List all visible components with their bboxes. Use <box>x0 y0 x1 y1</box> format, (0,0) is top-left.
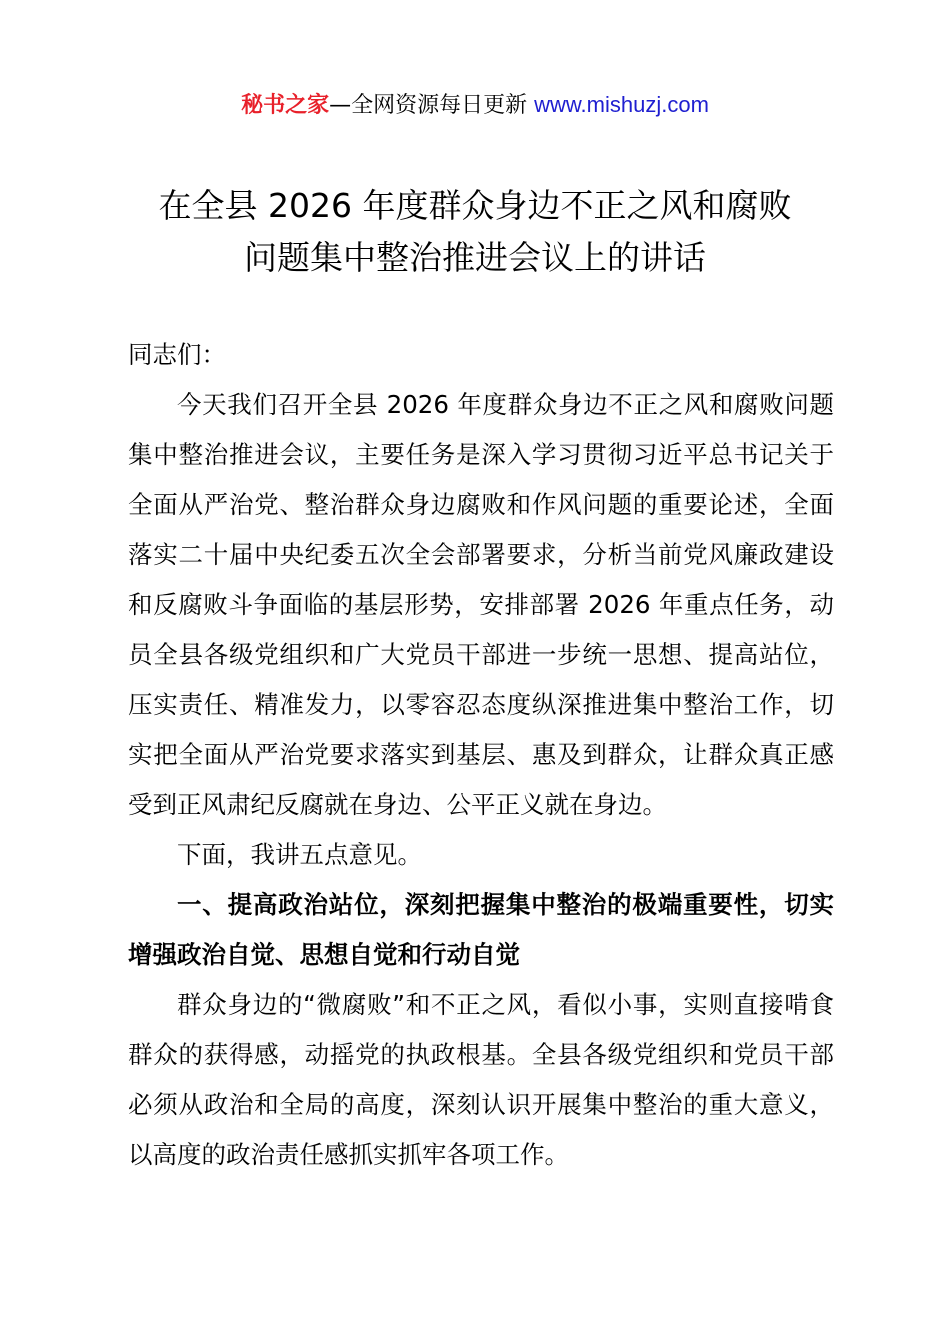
salutation: 同志们： <box>128 340 226 369</box>
paragraph: 群众身边的“微腐败”和不正之风，看似小事，实则直接啃食群众的获得感，动摇党的执政根基。全县各级党组织和党员干部必须从政治和全局的高度，深刻认识开展集中整治的重大意义，以高度的政治责任感抓实抓牢各项工作。 <box>128 990 834 1169</box>
document-title <box>60 180 890 284</box>
title-line-1: 在全县 2026 年度群众身边不正之风和腐败 <box>158 186 792 225</box>
site-url[interactable]: www.mishuzj.com <box>534 92 709 117</box>
paragraph: 下面，我讲五点意见。 <box>177 840 422 869</box>
section-heading: 一、提高政治站位，深刻把握集中整治的极端重要性，切实增强政治自觉、思想自觉和行动自觉 <box>128 890 834 969</box>
header-tagline: —全网资源每日更新 <box>329 93 535 118</box>
site-header <box>0 88 950 123</box>
paragraph: 今天我们召开全县 2026 年度群众身边不正之风和腐败问题集中整治推进会议，主要任务是深入学习贯彻习近平总书记关于全面从严治党、整治群众身边腐败和作风问题的重要论述，全面落实二十届中央纪委五次全会部署要求，分析当前党风廉政建设和反腐败斗争面临的基层形势，安排部署 2026 年重点任务，动员全县各级党组织和广大党员干部进一步统一思想、提高站位，压实责任、精准发力，以零容忍态度纵深推进集中整治工作，切实把全面从严治党要求落实到基层、惠及到群众，让群众真正感受到正风肃纪反腐就在身边、公平正义就在身边。 <box>128 390 834 819</box>
document-body <box>128 330 834 1180</box>
brand-name: 秘书之家 <box>241 93 330 118</box>
title-line-2: 问题集中整治推进会议上的讲话 <box>244 238 706 277</box>
